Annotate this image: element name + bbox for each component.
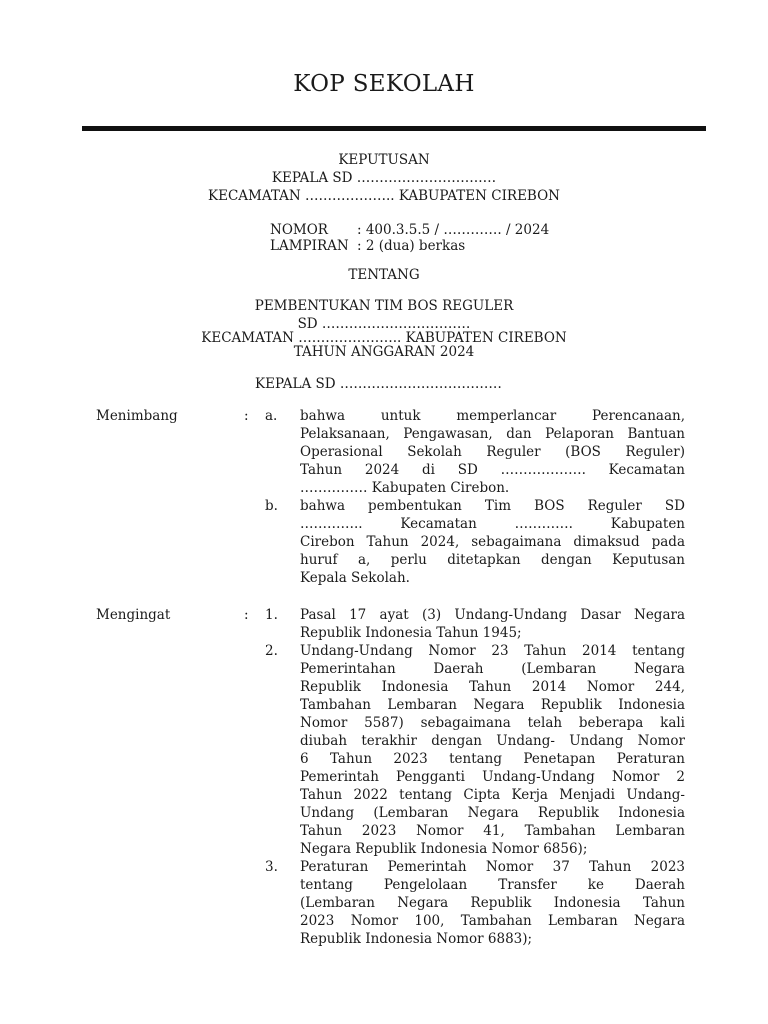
clause-line: Negara Republik Indonesia Nomor 6856); xyxy=(300,841,588,857)
subject-line-4: TAHUN ANGGARAN 2024 xyxy=(293,344,475,360)
clause-line: Pemerintahan Daerah (Lembaran Negara xyxy=(300,661,685,677)
subject-line-3: KECAMATAN ………………….. KABUPATEN CIREBON xyxy=(201,330,567,346)
clause-line: (Lembaran Negara Republik Indonesia Tahun xyxy=(300,895,685,911)
decree-title: KEPUTUSAN xyxy=(338,152,430,168)
clause-line: Republik Indonesia Nomor 6883); xyxy=(300,931,533,947)
clause-line: 2023 Nomor 100, Tambahan Lembaran Negara xyxy=(300,913,685,929)
nomor-value: : 400.3.5.5 / …………. / 2024 xyxy=(357,222,550,238)
clause-line: Tahun 2022 tentang Cipta Kerja Menjadi Undang- xyxy=(300,787,685,803)
item-marker: 1. xyxy=(265,607,278,623)
clause-line: Tahun 2024 di SD ………………. Kecamatan xyxy=(300,462,685,478)
mengingat-label: Mengingat xyxy=(96,607,171,623)
menimbang-colon: : xyxy=(244,408,249,424)
clause-line: Pasal 17 ayat (3) Undang-Undang Dasar Negara xyxy=(300,607,685,623)
clause-line: Peraturan Pemerintah Nomor 37 Tahun 2023 xyxy=(300,859,685,875)
clause-line: Nomor 5587) sebagaimana telah beberapa kali xyxy=(300,715,685,731)
clause-line: Kepala Sekolah. xyxy=(300,570,410,586)
clause-line: bahwa untuk memperlancar Perencanaan, xyxy=(300,408,685,424)
clause-line: diubah terakhir dengan Undang- Undang Nomor xyxy=(300,733,685,749)
subject-line-2: SD …………………………… xyxy=(297,316,471,332)
subject-line-1: PEMBENTUKAN TIM BOS REGULER xyxy=(254,298,514,314)
item-marker: 2. xyxy=(265,643,278,659)
clause-line: Undang-Undang Nomor 23 Tahun 2014 tentang xyxy=(300,643,685,659)
menimbang-label: Menimbang xyxy=(96,408,178,424)
item-marker: 3. xyxy=(265,859,278,875)
clause-line: Pemerintah Pengganti Undang-Undang Nomor 2 xyxy=(300,769,685,785)
clause-line: ………….. Kecamatan …………. Kabupaten xyxy=(300,516,685,532)
item-marker: a. xyxy=(265,408,278,424)
mengingat-colon: : xyxy=(244,607,249,623)
clause-line: Cirebon Tahun 2024, sebagaimana dimaksud pada xyxy=(300,534,685,550)
issuer-line: KEPALA SD ……………………….… xyxy=(271,170,497,186)
clause-line: 6 Tahun 2023 tentang Penetapan Peraturan xyxy=(300,751,685,767)
clause-line: bahwa pembentukan Tim BOS Reguler SD xyxy=(300,498,685,514)
clause-line: Undang (Lembaran Negara Republik Indonesia xyxy=(300,805,685,821)
clause-line: …………… Kabupaten Cirebon. xyxy=(300,480,510,496)
clause-line: Operasional Sekolah Reguler (BOS Reguler) xyxy=(300,444,685,460)
clause-line: Tahun 2023 Nomor 41, Tambahan Lembaran xyxy=(300,823,685,839)
clause-line: Republik Indonesia Tahun 2014 Nomor 244, xyxy=(300,679,685,695)
kepala-line: KEPALA SD ……………………………… xyxy=(255,376,502,392)
lampiran-value: : 2 (dua) berkas xyxy=(357,238,466,254)
clause-line: tentang Pengelolaan Transfer ke Daerah xyxy=(300,877,685,893)
clause-line: huruf a, perlu ditetapkan dengan Keputusan xyxy=(300,552,685,568)
letterhead-divider xyxy=(82,126,706,131)
tentang-heading: TENTANG xyxy=(348,267,420,283)
lampiran-label: LAMPIRAN xyxy=(270,238,349,254)
letterhead-title: KOP SEKOLAH xyxy=(293,71,475,97)
nomor-label: NOMOR xyxy=(270,222,328,238)
clause-line: Tambahan Lembaran Negara Republik Indonesia xyxy=(300,697,685,713)
district-line: KECAMATAN ……………….. KABUPATEN CIREBON xyxy=(208,188,560,204)
item-marker: b. xyxy=(265,498,278,514)
clause-line: Republik Indonesia Tahun 1945; xyxy=(300,625,522,641)
clause-line: Pelaksanaan, Pengawasan, dan Pelaporan Bantuan xyxy=(300,426,685,442)
